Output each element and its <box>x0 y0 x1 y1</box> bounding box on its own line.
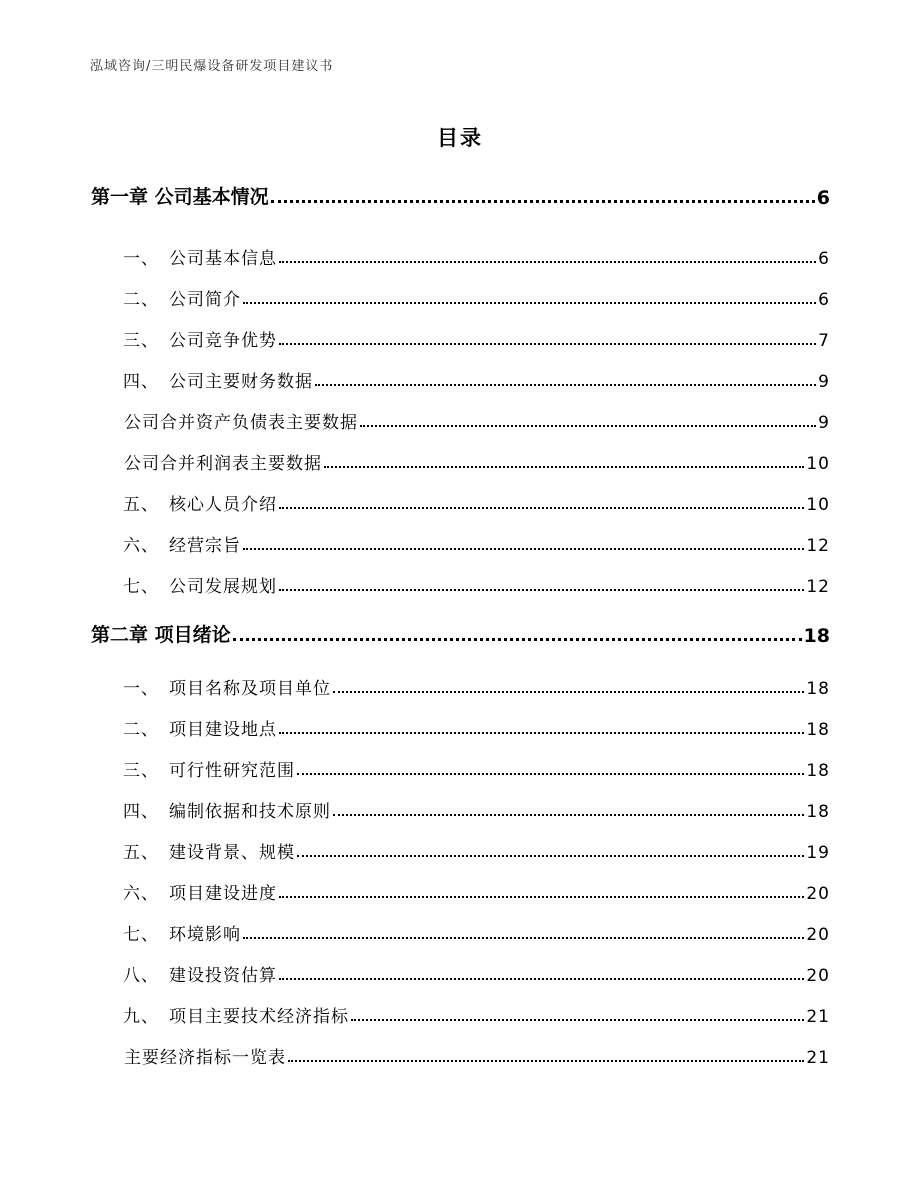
toc-entry-label: 二、 项目建设地点 <box>123 720 277 740</box>
toc-page-number: 6 <box>818 249 830 269</box>
toc-entry-label: 三、 可行性研究范围 <box>123 761 295 781</box>
toc-entry-label: 四、 公司主要财务数据 <box>123 372 313 392</box>
toc-entry[interactable] <box>91 755 830 781</box>
toc-page-number: 20 <box>806 925 830 945</box>
leader-dots <box>243 548 804 550</box>
toc-entry-label: 八、 建设投资估算 <box>123 966 277 986</box>
toc-page-number: 9 <box>818 413 830 433</box>
toc-page-number: 21 <box>806 1048 830 1068</box>
toc-page-number: 12 <box>806 536 830 556</box>
toc-page-number: 6 <box>816 187 830 209</box>
toc-page-number: 18 <box>806 720 830 740</box>
leader-dots <box>297 855 804 857</box>
toc-entry[interactable] <box>91 448 830 474</box>
leader-dots <box>279 589 804 591</box>
toc-entry[interactable] <box>91 243 830 269</box>
toc-entry-label: 公司合并资产负债表主要数据 <box>124 413 358 433</box>
leader-dots <box>279 507 804 509</box>
toc-chapter-label: 第二章 项目绪论 <box>91 624 231 646</box>
toc-entry[interactable] <box>91 673 830 699</box>
leader-dots <box>271 200 815 203</box>
toc-chapter-label: 第一章 公司基本情况 <box>91 186 269 208</box>
toc-entry-label: 四、 编制依据和技术原则 <box>123 802 331 822</box>
toc-entry-label: 七、 公司发展规划 <box>123 577 277 597</box>
running-header: 泓域咨询/三明民爆设备研发项目建议书 <box>90 59 334 74</box>
leader-dots <box>279 343 816 345</box>
toc-page-number: 18 <box>806 761 830 781</box>
toc-entry[interactable] <box>91 714 830 740</box>
toc-page-number: 18 <box>806 802 830 822</box>
toc-entry-label: 五、 核心人员介绍 <box>123 495 277 515</box>
toc-chapter-1[interactable] <box>91 183 830 209</box>
leader-dots <box>243 937 804 939</box>
toc-page-number: 9 <box>818 372 830 392</box>
toc-entry[interactable] <box>91 284 830 310</box>
toc-entry-label: 主要经济指标一览表 <box>124 1048 286 1068</box>
toc-page-number: 7 <box>818 331 830 351</box>
toc-entry[interactable] <box>91 878 830 904</box>
toc-entry-label: 一、 公司基本信息 <box>123 249 277 269</box>
toc-entry[interactable] <box>91 837 830 863</box>
toc-entry[interactable] <box>91 366 830 392</box>
toc-entry-label: 六、 经营宗旨 <box>123 536 241 556</box>
toc-page-number: 19 <box>806 843 830 863</box>
toc-entry-label: 六、 项目建设进度 <box>123 884 277 904</box>
toc-entry[interactable] <box>91 960 830 986</box>
toc-entry[interactable] <box>91 1001 830 1027</box>
toc-chapter-2[interactable] <box>91 621 830 647</box>
toc-page-number: 18 <box>806 679 830 699</box>
toc-entry[interactable] <box>91 571 830 597</box>
toc-entry[interactable] <box>91 796 830 822</box>
toc-entry[interactable] <box>91 407 830 433</box>
toc-page-number: 18 <box>803 625 830 647</box>
leader-dots <box>279 896 804 898</box>
toc-entry-label: 五、 建设背景、规模 <box>123 843 295 863</box>
leader-dots <box>243 302 816 304</box>
toc-page-number: 10 <box>806 495 830 515</box>
toc-page-number: 12 <box>806 577 830 597</box>
toc-entry[interactable] <box>91 919 830 945</box>
toc-page-number: 21 <box>806 1007 830 1027</box>
toc-entry-label: 七、 环境影响 <box>123 925 241 945</box>
toc-entry[interactable] <box>91 1042 830 1068</box>
leader-dots <box>288 1060 804 1062</box>
leader-dots <box>333 814 804 816</box>
toc-entry-label: 公司合并利润表主要数据 <box>124 454 322 474</box>
leader-dots <box>360 425 816 427</box>
leader-dots <box>233 638 802 641</box>
leader-dots <box>279 261 816 263</box>
toc-page-number: 6 <box>818 290 830 310</box>
toc-entry-label: 一、 项目名称及项目单位 <box>123 679 331 699</box>
leader-dots <box>297 773 804 775</box>
toc-entry[interactable] <box>91 325 830 351</box>
toc-entry-label: 九、 项目主要技术经济指标 <box>123 1007 349 1027</box>
toc-page-number: 20 <box>806 884 830 904</box>
leader-dots <box>279 732 804 734</box>
toc-entry-label: 三、 公司竞争优势 <box>123 331 277 351</box>
leader-dots <box>324 466 804 468</box>
toc-title: 目录 <box>437 126 483 150</box>
leader-dots <box>315 384 816 386</box>
toc-page-number: 10 <box>806 454 830 474</box>
toc-entry[interactable] <box>91 530 830 556</box>
toc-page-number: 20 <box>806 966 830 986</box>
leader-dots <box>279 978 804 980</box>
leader-dots <box>351 1019 804 1021</box>
leader-dots <box>333 691 804 693</box>
toc-entry[interactable] <box>91 489 830 515</box>
toc-entry-label: 二、 公司简介 <box>123 290 241 310</box>
